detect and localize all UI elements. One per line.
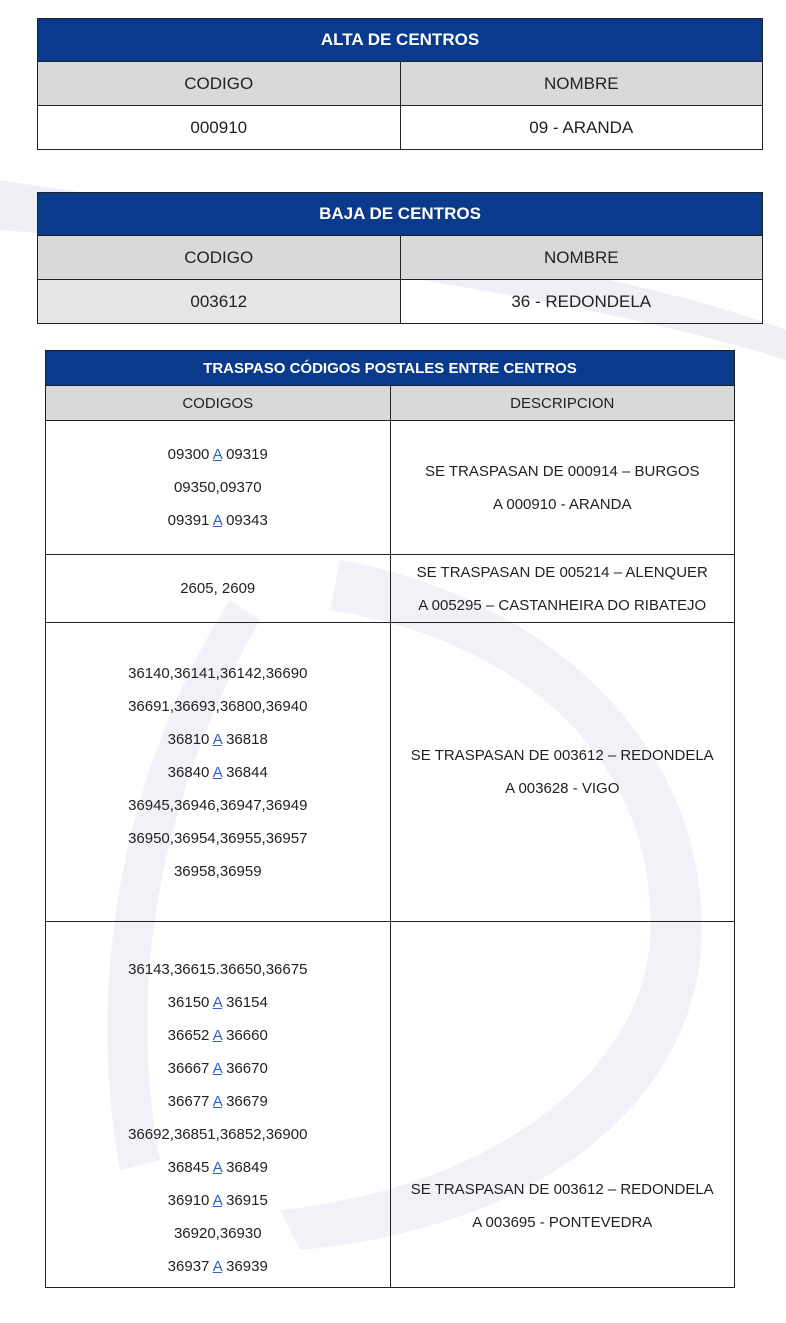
descripcion-cell <box>390 922 735 1288</box>
baja-centros-table <box>37 192 763 324</box>
code-from: 36937 <box>167 1258 210 1275</box>
codigos-cell <box>46 623 391 922</box>
code-line: 36958,36959 <box>173 862 262 880</box>
code-from: 36667 <box>167 1060 210 1077</box>
range-word: A <box>212 994 222 1011</box>
codigos-header: CODIGOS <box>46 386 391 421</box>
codigos-cell <box>46 922 391 1288</box>
code-from: 36150 <box>167 994 210 1011</box>
code-line <box>46 504 390 537</box>
range-word: A <box>212 1060 222 1077</box>
codigos-cell <box>46 421 391 555</box>
code-line: 09350,09370 <box>173 479 262 496</box>
range-word: A <box>212 512 222 529</box>
code-to: 36670 <box>226 1060 268 1077</box>
code-line <box>46 1151 390 1184</box>
code-from: 36652 <box>167 1027 210 1044</box>
descripcion-line: A 000910 - ARANDA <box>493 495 632 513</box>
code-line <box>46 1250 390 1283</box>
range-word: A <box>212 446 222 463</box>
alta-nombre-header: NOMBRE <box>400 62 763 106</box>
traspaso-row <box>46 623 735 922</box>
code-from: 09300 <box>167 446 210 463</box>
code-to: 36849 <box>226 1159 268 1176</box>
alta-title: ALTA DE CENTROS <box>38 19 763 62</box>
code-line: 36691,36693,36800,36940 <box>128 697 308 715</box>
traspaso-table <box>45 350 735 1288</box>
code-to: 09319 <box>226 446 268 463</box>
code-line <box>46 438 390 471</box>
code-to: 36939 <box>226 1258 268 1275</box>
code-line: 2605, 2609 <box>180 580 256 597</box>
descripcion-line: SE TRASPASAN DE 003612 – REDONDELA <box>410 747 714 764</box>
traspaso-row <box>46 421 735 555</box>
descripcion-line: SE TRASPASAN DE 000914 – BURGOS <box>424 462 700 480</box>
range-word: A <box>212 1093 222 1110</box>
alta-centros-table <box>37 18 763 150</box>
alta-codigo-cell: 000910 <box>38 106 401 150</box>
code-from: 36677 <box>167 1093 210 1110</box>
code-to: 36915 <box>226 1192 268 1209</box>
descripcion-cell <box>390 555 735 623</box>
baja-codigo-header: CODIGO <box>38 236 401 280</box>
code-to: 09343 <box>226 512 268 529</box>
code-from: 36840 <box>167 763 210 781</box>
range-word: A <box>212 1027 222 1044</box>
descripcion-header: DESCRIPCION <box>390 386 735 421</box>
traspaso-title: TRASPASO CÓDIGOS POSTALES ENTRE CENTROS <box>46 351 735 386</box>
traspaso-row <box>46 555 735 623</box>
code-line <box>46 1019 390 1052</box>
baja-nombre-cell: 36 - REDONDELA <box>400 280 763 324</box>
baja-title: BAJA DE CENTROS <box>38 193 763 236</box>
descripcion-line: A 005295 – CASTANHEIRA DO RIBATEJO <box>418 596 707 614</box>
range-word: A <box>212 763 222 781</box>
code-line: 36140,36141,36142,36690 <box>128 664 308 682</box>
code-to: 36660 <box>226 1027 268 1044</box>
code-from: 36910 <box>167 1192 210 1209</box>
descripcion-line: SE TRASPASAN DE 005214 – ALENQUER <box>416 563 708 581</box>
code-line: 36920,36930 <box>173 1225 262 1242</box>
code-to: 36679 <box>226 1093 268 1110</box>
range-word: A <box>212 1258 222 1275</box>
code-from: 36845 <box>167 1159 210 1176</box>
code-from: 09391 <box>167 512 210 529</box>
descripcion-line: A 003628 - VIGO <box>505 780 620 797</box>
code-line: 36143,36615.36650,36675 <box>128 961 308 978</box>
codigos-cell <box>46 555 391 623</box>
code-line <box>46 986 390 1019</box>
code-line <box>46 1085 390 1118</box>
code-to: 36844 <box>226 763 268 781</box>
code-line: 36950,36954,36955,36957 <box>128 829 308 847</box>
range-word: A <box>212 1192 222 1209</box>
descripcion-line: A 003695 - PONTEVEDRA <box>472 1214 653 1231</box>
code-line <box>46 756 390 789</box>
alta-nombre-cell: 09 - ARANDA <box>400 106 763 150</box>
range-word: A <box>212 1159 222 1176</box>
baja-codigo-cell: 003612 <box>38 280 401 324</box>
traspaso-row <box>46 922 735 1288</box>
code-line <box>46 1052 390 1085</box>
descripcion-cell <box>390 623 735 922</box>
descripcion-line: SE TRASPASAN DE 003612 – REDONDELA <box>410 1181 714 1198</box>
code-to: 36154 <box>226 994 268 1011</box>
code-to: 36818 <box>226 730 268 748</box>
code-line: 36692,36851,36852,36900 <box>128 1126 308 1143</box>
code-line <box>46 723 390 756</box>
baja-nombre-header: NOMBRE <box>400 236 763 280</box>
alta-codigo-header: CODIGO <box>38 62 401 106</box>
range-word: A <box>212 730 222 748</box>
code-line: 36945,36946,36947,36949 <box>128 796 308 814</box>
code-from: 36810 <box>167 730 210 748</box>
descripcion-cell <box>390 421 735 555</box>
code-line <box>46 1184 390 1217</box>
